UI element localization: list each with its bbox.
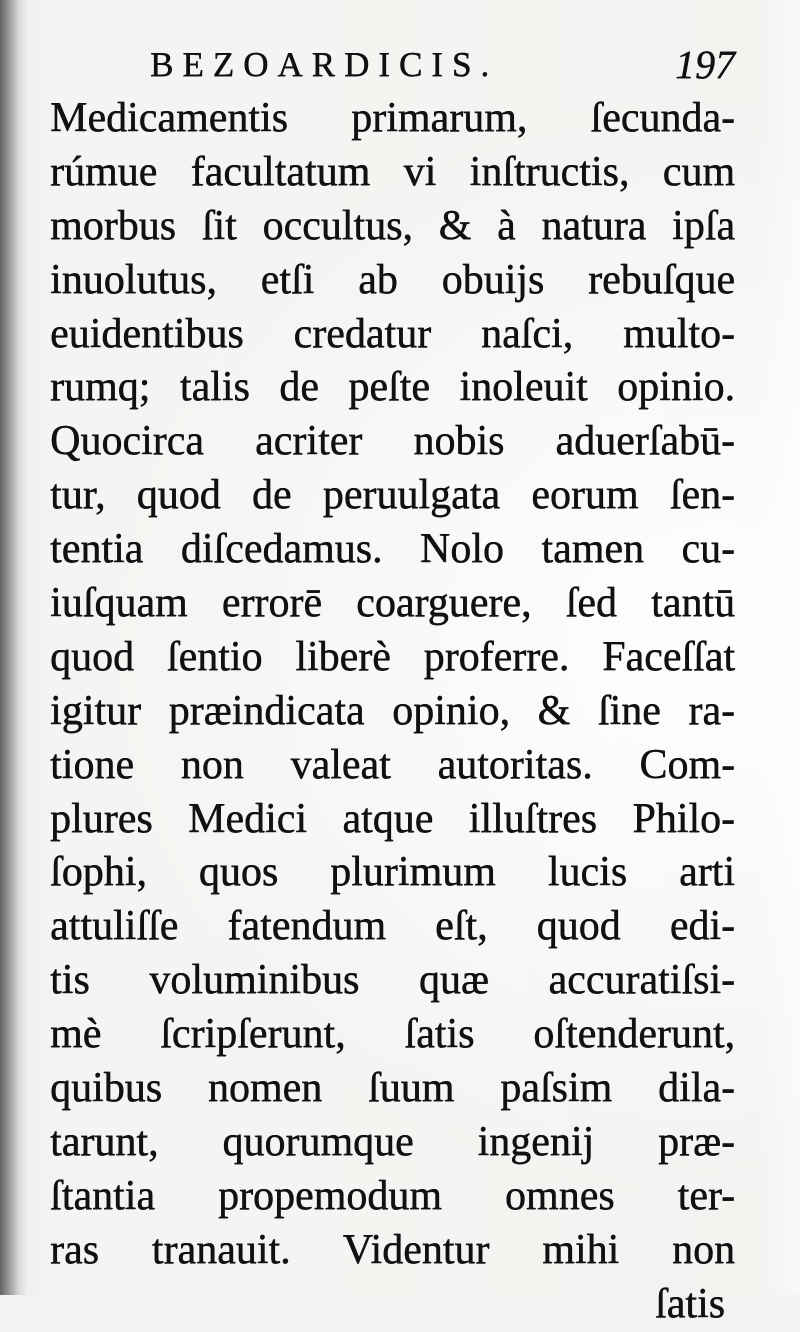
text-line: inuolutus, etſi ab obuijs rebuſque	[50, 256, 735, 303]
text-line: Medicamentis primarum, ſecunda-	[50, 95, 735, 141]
catchword: ſatis	[655, 1280, 725, 1327]
page-header	[150, 40, 735, 90]
page-number: 197	[675, 42, 735, 87]
running-title: BEZOARDICIS.	[150, 45, 499, 84]
spine-shadow	[0, 0, 28, 1295]
text-line: tione non valeat autoritas. Com-	[50, 741, 735, 788]
text-line: tarunt, quorumque ingenij præ-	[50, 1118, 735, 1165]
text-line: tentia diſcedamus. Nolo tamen cu-	[50, 526, 735, 573]
text-line: quibus nomen ſuum paſsim dila-	[50, 1065, 735, 1112]
text-line: tur, quod de peruulgata eorum ſen-	[50, 472, 735, 519]
text-line: rumq; talis de peſte inoleuit opinio.	[50, 364, 735, 411]
text-line: morbus ſit occultus, & à natura ipſa	[50, 202, 735, 249]
text-line: tis voluminibus quæ accuratiſsi-	[50, 957, 735, 1004]
text-line: quod ſentio liberè proferre. Faceſſat	[50, 633, 735, 680]
text-line: mè ſcripſerunt, ſatis oſtenderunt,	[50, 1011, 735, 1058]
text-line: attuliſſe fatendum eſt, quod edi-	[50, 903, 735, 950]
text-line: euidentibus credatur naſci, multo-	[50, 310, 735, 357]
text-line: plures Medici atque illuſtres Philo-	[50, 795, 735, 842]
text-line: ſophi, quos plurimum lucis arti	[50, 849, 735, 896]
text-line: ras tranauit. Videntur mihi non	[50, 1226, 735, 1273]
text-line: iuſquam errorē coarguere, ſed tantū	[50, 580, 735, 627]
text-line: igitur præindicata opinio, & ſine ra-	[50, 687, 735, 734]
text-line: ſtantia propemodum omnes ter-	[50, 1172, 735, 1219]
text-line: rúmue facultatum vi inſtructis, cum	[50, 148, 735, 195]
text-line: Quocirca acriter nobis aduerſabū-	[50, 418, 735, 465]
body-text	[50, 92, 735, 1331]
